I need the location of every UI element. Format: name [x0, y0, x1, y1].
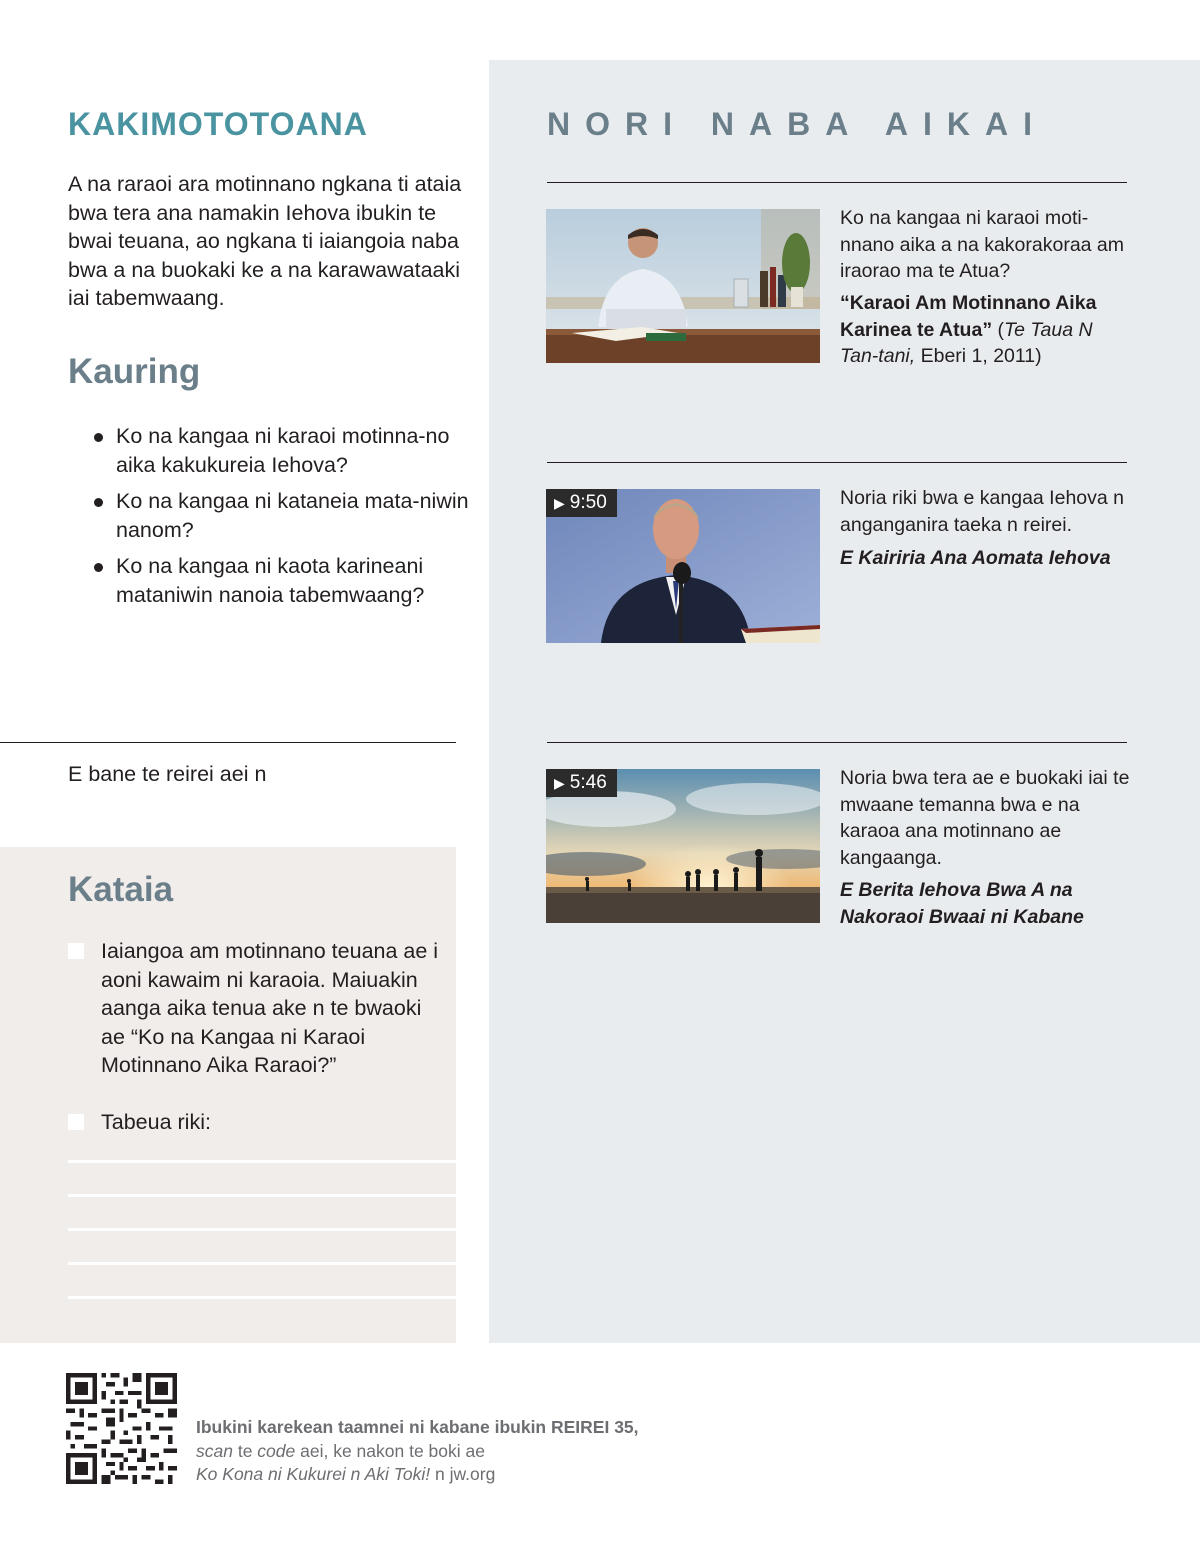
completion-date-label[interactable]: E bane te reirei aei n: [68, 762, 267, 786]
writing-line[interactable]: [68, 1228, 456, 1231]
review-question: Ko na kangaa ni karaoi motinna-no aika kakukureia Iehova?: [90, 422, 470, 479]
review-questions-list: [90, 422, 470, 617]
play-icon: ▶: [554, 495, 565, 511]
further-resources-heading: NORI NABA AIKAI: [547, 106, 1047, 142]
video-duration-badge: ▶ 9:50: [546, 489, 617, 517]
play-icon: ▶: [554, 775, 565, 791]
resource-question: Noria bwa tera ae e buokaki iai te mwaane temanna bwa e na karaoa ana motinnano ae kangaanga.: [840, 767, 1130, 869]
publication-name: Te Taua N Tan-tani,: [840, 318, 1093, 367]
writing-line[interactable]: [68, 1194, 456, 1197]
task-checkbox[interactable]: [68, 1114, 84, 1130]
video-thumbnail[interactable]: [546, 489, 820, 643]
bullet-icon: [94, 563, 103, 572]
resource-question: Noria riki bwa e kangaa Iehova n anganganira taeka n reirei.: [840, 487, 1124, 536]
divider: [0, 742, 456, 743]
divider: [547, 462, 1127, 463]
writing-line[interactable]: [68, 1160, 456, 1163]
task-checkbox[interactable]: [68, 943, 84, 959]
book-title: Ko Kona ni Kukurei n Aki Toki!: [196, 1464, 431, 1484]
writing-line[interactable]: [68, 1296, 456, 1299]
man-studying-image: [546, 209, 820, 363]
divider: [547, 182, 1127, 183]
video-title[interactable]: E Kairiria Ana Aomata Iehova: [840, 547, 1111, 569]
writing-line[interactable]: [68, 1262, 456, 1265]
video-title[interactable]: E Berita Iehova Bwa A na Nakoraoi Bwaai ni Kabane: [840, 879, 1084, 928]
bullet-icon: [94, 433, 103, 442]
qr-code-icon: [66, 1373, 177, 1484]
summary-heading: KAKIMOTOTOANA: [68, 106, 368, 142]
activity-heading: Kataia: [68, 870, 174, 909]
summary-text: A na raraoi ara motinnano ngkana ti ataia bwa tera ana namakin Iehova ibukin te bwai teuana, ao ngkana ti iaiangoia naba bwa a na buokaki ke a na karawawataaki iai tabemwaang.: [68, 172, 462, 310]
task-text-other: Tabeua riki:: [101, 1110, 211, 1134]
review-heading: Kauring: [68, 352, 201, 391]
video-thumbnail[interactable]: [546, 769, 820, 923]
review-question: Ko na kangaa ni kaota karineani mataniwin nanoia tabemwaang?: [90, 552, 470, 609]
resource-question: Ko na kangaa ni karaoi moti-nnano aika a na kakorakoraa am iraorao ma te Atua?: [840, 207, 1125, 282]
task-text: Iaiangoa am motinnano teuana ae i aoni kawaim ni karaoia. Maiuakin aanga aika tenua ake n te bwaoki ae “Ko na Kangaa ni Karaoi Motinnano Aika Raraoi?”: [101, 939, 439, 1077]
article-thumbnail[interactable]: [546, 209, 820, 363]
article-reference[interactable]: “Karaoi Am Motinnano Aika Karinea te Atua” (Te Taua N Tan-tani, Eberi 1, 2011): [840, 292, 1097, 367]
review-question: Ko na kangaa ni kataneia mata-niwin nanom?: [90, 487, 470, 544]
divider: [547, 742, 1127, 743]
activity-box: [0, 847, 456, 1343]
video-duration-badge: ▶ 5:46: [546, 769, 617, 797]
bullet-icon: [94, 498, 103, 507]
qr-code[interactable]: [66, 1373, 177, 1484]
footer-note: Ibukini karekean taamnei ni kabane ibukin REIREI 35, scan te code aei, ke nakon te boki ae Ko Kona ni Kukurei n Aki Toki! n jw.org: [196, 1417, 639, 1484]
article-title[interactable]: “Karaoi Am Motinnano Aika Karinea te Atua”: [840, 292, 1097, 341]
